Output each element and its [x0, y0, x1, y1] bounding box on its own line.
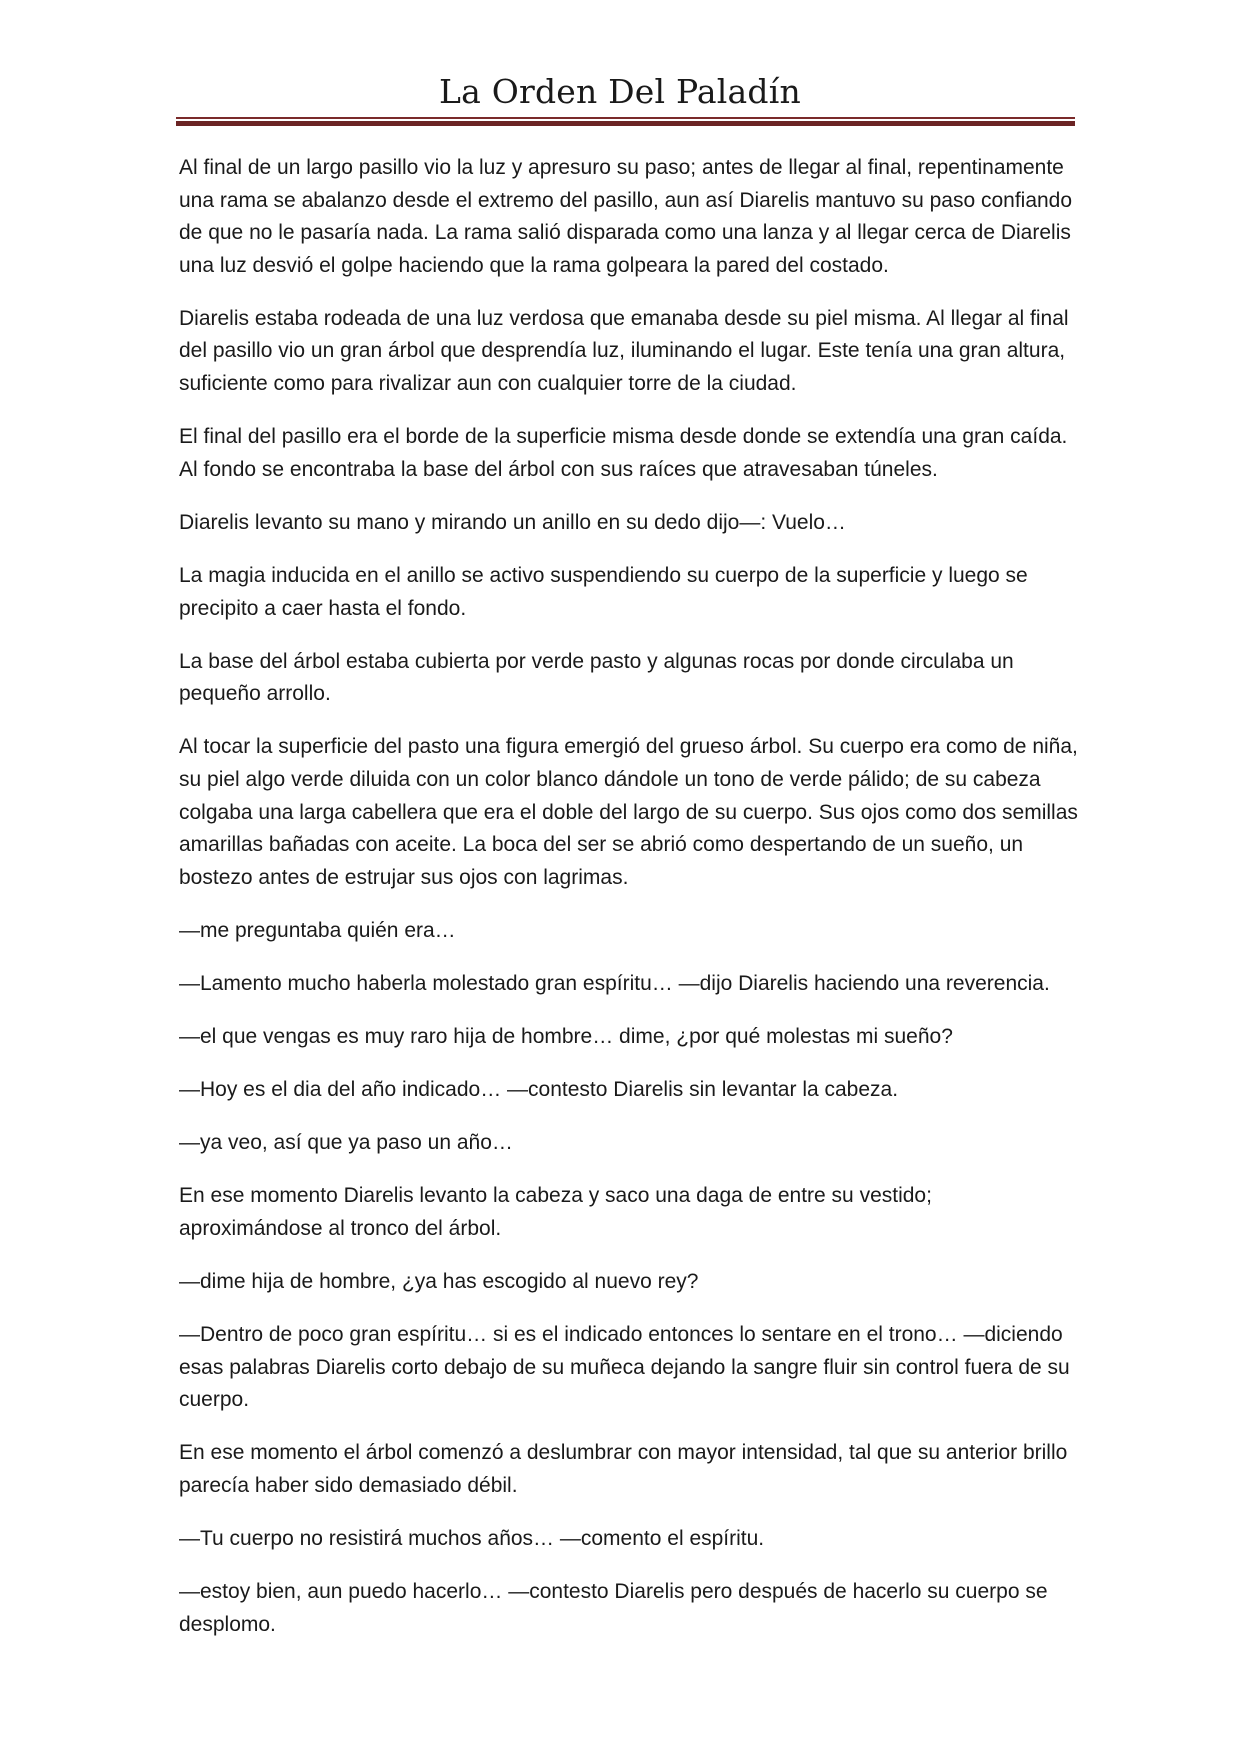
paragraph: En ese momento el árbol comenzó a deslumbrar con mayor intensidad, tal que su anterior brillo parecía haber sido demasiado débil.: [179, 1441, 1068, 1497]
paragraph: Diarelis estaba rodeada de una luz verdosa que emanaba desde su piel misma. Al llegar al final del pasillo vio un gran árbol que desprendía luz, iluminando el lugar. Este tenía una gran altura, suficiente como para rivalizar aun con cualquier torre de la ciudad.: [179, 306, 1069, 396]
paragraph: —el que vengas es muy raro hija de hombre… dime, ¿por qué molestas mi sueño?: [179, 1024, 953, 1048]
paragraph: —dime hija de hombre, ¿ya has escogido al nuevo rey?: [179, 1269, 699, 1293]
paragraph: —ya veo, así que ya paso un año…: [179, 1131, 513, 1155]
paragraph: Al tocar la superficie del pasto una figura emergió del grueso árbol. Su cuerpo era como de niña, su piel algo verde diluida con un color blanco dándole un tono de verde pálido; de su cabeza colgaba una larga cabellera que era el doble del largo de su cuerpo. Sus ojos como dos semillas amarillas bañadas con aceite. La boca del ser se abrió como despertando de un sueño, un bostezo antes de estrujar sus ojos con lagrimas.: [179, 735, 1078, 889]
paragraph: El final del pasillo era el borde de la superficie misma desde donde se extendía una gran caída. Al fondo se encontraba la base del árbol con sus raíces que atravesaban túneles.: [179, 425, 1068, 481]
paragraph: La magia inducida en el anillo se activo suspendiendo su cuerpo de la superficie y luego se precipito a caer hasta el fondo.: [179, 563, 1028, 620]
paragraph: —Hoy es el dia del año indicado… —contesto Diarelis sin levantar la cabeza.: [179, 1078, 899, 1102]
page-header-title: La Orden Del Paladín: [439, 72, 801, 111]
paragraph: Al final de un largo pasillo vio la luz y apresuro su paso; antes de llegar al final, repentinamente una rama se abalanzo desde el extremo del pasillo, aun así Diarelis mantuvo su paso confiando de que no le pasaría nada. La rama salió disparada como una lanza y al llegar cerca de Diarelis una luz desvió el golpe haciendo que la rama golpeara la pared del costado.: [179, 156, 1073, 277]
paragraph: La base del árbol estaba cubierta por verde pasto y algunas rocas por donde circulaba un pequeño arrollo.: [179, 649, 1014, 706]
paragraph: Diarelis levanto su mano y mirando un anillo en su dedo dijo—: Vuelo…: [179, 510, 846, 534]
header-rule-thick: [176, 121, 1075, 126]
paragraph: —estoy bien, aun puedo hacerlo… —contesto Diarelis pero después de hacerlo su cuerpo se desplomo.: [179, 1580, 1048, 1636]
paragraph: —me preguntaba quién era…: [179, 918, 456, 942]
paragraph: En ese momento Diarelis levanto la cabeza y saco una daga de entre su vestido; aproximándose al tronco del árbol.: [179, 1184, 932, 1240]
body-text: [179, 152, 1079, 1662]
paragraph: —Tu cuerpo no resistirá muchos años… —comento el espíritu.: [179, 1527, 765, 1550]
header-rule-thin: [176, 117, 1075, 119]
paragraph: —Dentro de poco gran espíritu… si es el indicado entonces lo sentare en el trono… —diciendo esas palabras Diarelis corto debajo de su muñeca dejando la sangre fluir sin control fuera de su cuerpo.: [179, 1323, 1070, 1412]
paragraph: —Lamento mucho haberla molestado gran espíritu… —dijo Diarelis haciendo una reverencia.: [179, 971, 1050, 995]
